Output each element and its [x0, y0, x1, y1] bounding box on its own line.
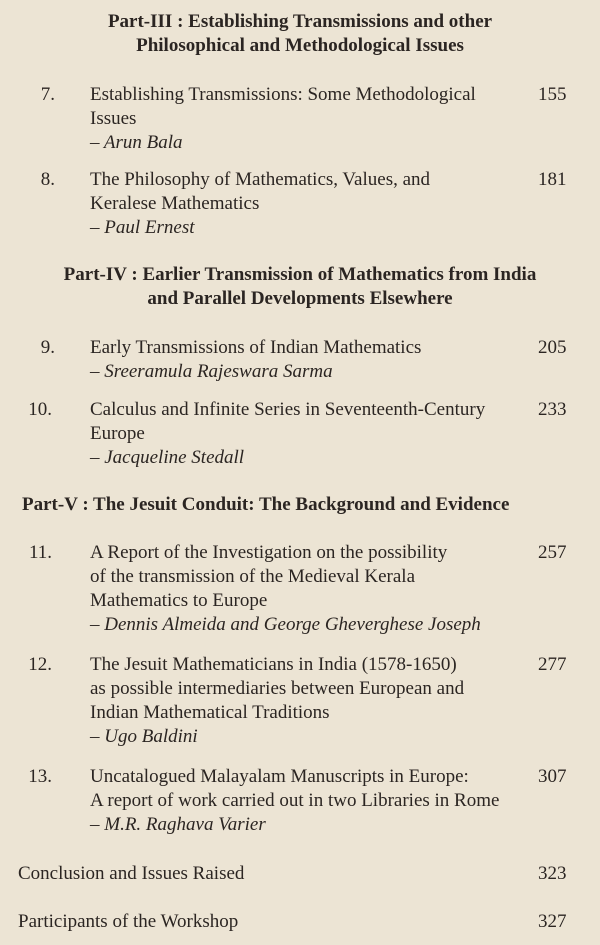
chapter-number: 12.: [28, 654, 52, 675]
chapter-number: 7.: [40, 84, 55, 105]
chapter-number: 13.: [28, 766, 52, 787]
chapter-title: A Report of the Investigation on the possibility: [90, 542, 448, 563]
chapter-title: The Philosophy of Mathematics, Values, and: [90, 169, 431, 190]
chapter-title: of the transmission of the Medieval Kerala: [90, 566, 416, 587]
page-number: 323: [538, 863, 567, 884]
page-number: 257: [538, 542, 567, 563]
part-heading: and Parallel Developments Elsewhere: [147, 288, 453, 309]
part-heading: Philosophical and Methodological Issues: [136, 35, 464, 56]
part-heading: Part-V : The Jesuit Conduit: The Background and Evidence: [22, 494, 510, 515]
chapter-number: 8.: [40, 169, 55, 190]
chapter-author: – Sreeramula Rajeswara Sarma: [90, 361, 333, 382]
chapter-title: Europe: [90, 423, 145, 444]
chapter-author: – M.R. Raghava Varier: [90, 814, 266, 835]
back-matter-title: Participants of the Workshop: [18, 911, 239, 932]
chapter-title: Calculus and Infinite Series in Seventeenth-Century: [90, 399, 486, 420]
chapter-author: – Arun Bala: [90, 132, 183, 153]
part-heading: Part-III : Establishing Transmissions and other: [107, 11, 493, 32]
chapter-author: – Dennis Almeida and George Gheverghese Joseph: [90, 614, 481, 635]
page-number: 327: [538, 911, 567, 932]
page-number: 233: [538, 399, 567, 420]
page-number: 181: [538, 169, 567, 190]
chapter-title: Uncatalogued Malayalam Manuscripts in Europe:: [90, 766, 469, 787]
chapter-title: Establishing Transmissions: Some Methodological: [90, 84, 476, 105]
page-number: 307: [538, 766, 567, 787]
page-number: 155: [538, 84, 567, 105]
chapter-author: – Jacqueline Stedall: [90, 447, 245, 468]
chapter-title: Keralese Mathematics: [90, 193, 260, 214]
chapter-title: The Jesuit Mathematicians in India (1578-1650): [90, 654, 457, 675]
chapter-title: Early Transmissions of Indian Mathematics: [90, 337, 422, 358]
chapter-author: – Ugo Baldini: [90, 726, 198, 747]
chapter-number: 10.: [28, 399, 52, 420]
page-number: 277: [538, 654, 567, 675]
chapter-number: 9.: [40, 337, 55, 358]
chapter-title: Issues: [90, 108, 137, 129]
part-heading: Part-IV : Earlier Transmission of Mathematics from India: [63, 264, 537, 285]
chapter-title: A report of work carried out in two Libraries in Rome: [90, 790, 500, 811]
back-matter-title: Conclusion and Issues Raised: [18, 863, 245, 884]
page-number: 205: [538, 337, 567, 358]
chapter-title: as possible intermediaries between European and: [90, 678, 465, 699]
chapter-number: 11.: [28, 542, 52, 563]
chapter-title: Mathematics to Europe: [90, 590, 268, 611]
chapter-title: Indian Mathematical Traditions: [90, 702, 330, 723]
chapter-author: – Paul Ernest: [90, 217, 195, 238]
